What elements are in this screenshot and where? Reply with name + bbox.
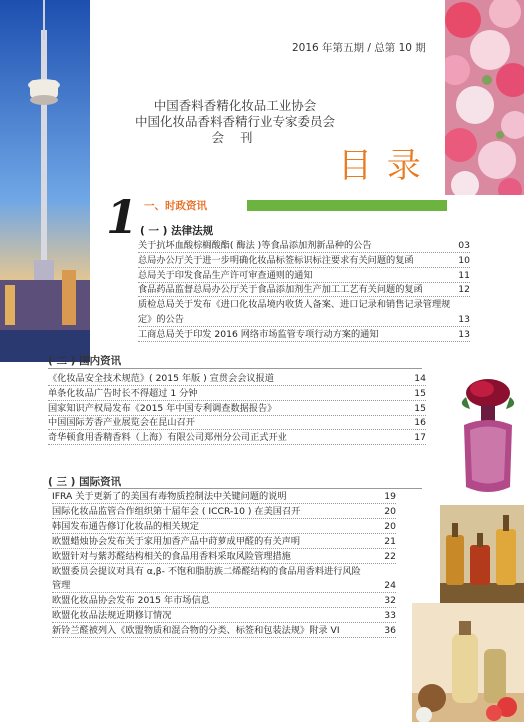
- toc-entry-title: 食品药品监督总局办公厅关于食品添加剂生产加工工艺有关问题的复函: [138, 284, 423, 296]
- kitchen-photo: [412, 603, 524, 722]
- toc-entry[interactable]: [52, 566, 396, 578]
- toc-entry[interactable]: [48, 388, 426, 401]
- toc-entry[interactable]: [52, 506, 396, 519]
- section-divider-bar: [247, 200, 447, 211]
- toc-entry-page: 20: [384, 505, 396, 517]
- toc-entry-title: 欧盟蜡烛协会发布关于家用加香产品中莳萝成甲醛的有关声明: [52, 535, 301, 547]
- toc-entry-page: 13: [458, 314, 470, 325]
- toc-entry-title: 定》的公告: [138, 314, 184, 325]
- toc-entry-title: 韩国发布通告修订化妆品的相关规定: [52, 520, 199, 532]
- toc-entry-title: 管理: [52, 580, 71, 592]
- toc-entry-page: 36: [384, 625, 396, 637]
- section1-subheading: ( 一 ) 法律法规: [140, 225, 214, 237]
- toc-entry[interactable]: [138, 299, 470, 311]
- toc-entry[interactable]: [138, 314, 470, 327]
- toc-entry-title: 质检总局关于发布《进口化妆品境内收货人备案、进口记录和销售记录管理规: [138, 299, 451, 311]
- toc-entry-page: 11: [458, 269, 470, 281]
- toc-entry-page: 15: [414, 402, 426, 414]
- toc-entry-title: 欧盟化妆品协会发布 2015 年市场信息: [52, 595, 210, 607]
- toc-entry-title: 欧盟针对与紫苏醛结构相关的食品用香料采取风险管理措施: [52, 550, 291, 562]
- toc-entry-page: 14: [414, 373, 426, 384]
- section1-label: 一、时政资讯: [144, 200, 207, 212]
- toc-entry[interactable]: [48, 432, 426, 445]
- toc-entry-page: 10: [458, 254, 470, 266]
- roses-photo: [445, 0, 524, 195]
- toc-entry[interactable]: [52, 610, 396, 623]
- toc-entry-title: 中国国际芳香产业展览会在昆山召开: [48, 417, 195, 429]
- toc-entry[interactable]: [138, 240, 470, 253]
- toc-entry[interactable]: [48, 403, 426, 416]
- toc-entry[interactable]: [138, 284, 470, 297]
- toc-entry-page: 21: [384, 535, 396, 547]
- journal-label: 会 刊: [211, 130, 259, 145]
- tower-photo: [0, 0, 90, 362]
- toc-entry[interactable]: [52, 551, 396, 564]
- spice-bottles-photo: [440, 505, 524, 603]
- toc-entry-page: 22: [384, 550, 396, 562]
- toc-entry-page: 03: [458, 240, 470, 251]
- perfume-bottle-photo: [452, 375, 524, 500]
- toc-entry-title: 欧盟化妆品法规近期修订情况: [52, 610, 172, 622]
- toc-entry-title: 总局办公厅关于进一步明确化妆品标签标识标注要求有关问题的复函: [138, 254, 414, 266]
- section3-rule: [48, 488, 422, 489]
- section2-heading: ( 二 ) 国内资讯: [48, 355, 122, 367]
- toc-entry-title: 工商总局关于印发 2016 网络市场监管专项行动方案的通知: [138, 328, 379, 340]
- toc-entry[interactable]: [52, 625, 396, 638]
- toc-entry-page: 13: [458, 328, 470, 340]
- org-name-2: 中国化妆品香料香精行业专家委员会: [134, 114, 335, 129]
- toc-entry-page: 19: [384, 491, 396, 502]
- toc-entry[interactable]: [52, 491, 396, 504]
- toc-entry[interactable]: [48, 417, 426, 430]
- toc-entry-page: 32: [384, 595, 396, 607]
- org-name-1: 中国香料香精化妆品工业协会: [153, 98, 317, 113]
- toc-entry[interactable]: [138, 255, 470, 268]
- toc-entry-title: 国家知识产权局发布《2015 年中国专利调查数据报告》: [48, 402, 277, 414]
- toc-entry-title: 《化妆品安全技术规范》( 2015 年版 ) 宣贯会会议报道: [48, 373, 274, 384]
- section2-rule: [48, 368, 422, 369]
- toc-entry-title: 奇华顿食用香精香料（上海）有限公司郑州分公司正式开业: [48, 432, 287, 444]
- toc-entry-page: 33: [384, 610, 396, 622]
- toc-entry-page: 24: [384, 580, 396, 592]
- toc-entry-page: 16: [414, 417, 426, 429]
- toc-entry[interactable]: [48, 373, 426, 386]
- toc-title: 目 录: [338, 146, 423, 186]
- toc-entry-page: 12: [458, 284, 470, 296]
- toc-entry-title: 关于抗坏血酸棕榈酸酯( 酶法 )等食品添加剂新品种的公告: [138, 240, 372, 251]
- toc-entry[interactable]: [52, 521, 396, 534]
- toc-entry-page: 17: [414, 432, 426, 444]
- toc-entry[interactable]: [138, 329, 470, 342]
- toc-entry-title: IFRA 关于更新了的美国有毒物质控制法中关键问题的说明: [52, 491, 287, 502]
- toc-entry-title: 欧盟委员会提议对具有 α,β- 不饱和脂肪族二烯醛结构的食品用香料进行风险: [52, 565, 361, 577]
- toc-entry[interactable]: [138, 270, 470, 283]
- toc-entry-title: 总局关于印发食品生产许可审查通则的通知: [138, 269, 313, 281]
- toc-entry[interactable]: [52, 536, 396, 549]
- toc-entry-page: 15: [414, 387, 426, 399]
- toc-entry-title: 新铃兰醛被列入《欧盟物质和混合物的分类、标签和包装法规》附录 VI: [52, 625, 340, 637]
- section3-heading: ( 三 ) 国际资讯: [48, 476, 122, 488]
- toc-entry-page: 20: [384, 520, 396, 532]
- toc-entry[interactable]: [52, 580, 396, 593]
- section-number: 1: [106, 190, 139, 244]
- toc-entry-title: 国际化妆品监管合作组织第十届年会 ( ICCR-10 ) 在美国召开: [52, 505, 301, 517]
- issue-number: 2016 年第五期 / 总第 10 期: [292, 42, 426, 54]
- toc-entry[interactable]: [52, 595, 396, 608]
- toc-entry-title: 单条化妆品广告时长不得超过 1 分钟: [48, 387, 198, 399]
